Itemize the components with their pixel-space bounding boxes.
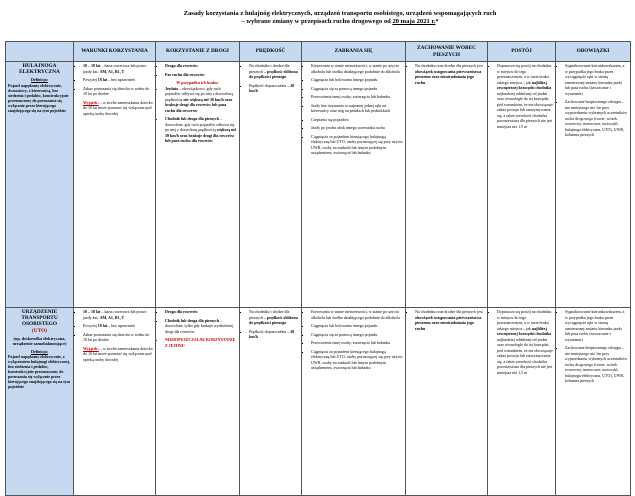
exception-note: Wyjątek: – w strefie zamieszkania dziecko do 10 lat może poruszać się wyłącznie pod opieką osoby dorosłej bbox=[83, 99, 153, 116]
list-item: ▪ Sygnalizowanie kierunkowskazem, a w przypadku jego braku przez wyciągnięcie ręki w stronę zamierzonej zmiany kierunku jazdy lub pasa ruchu (zawracanie i wyrażanie) bbox=[565, 63, 628, 96]
list-item: ▪ Jazdy po jezdni obok innego uczestnika ruchu bbox=[311, 125, 403, 131]
list-item: ▪ Prędkość dopuszczalna – 20 km/h bbox=[249, 329, 299, 340]
header-warunki: WARUNKI KORZYSTANIA bbox=[74, 42, 156, 62]
zabrania-cell bbox=[302, 62, 406, 308]
list-item: ▪ Ciągnięcia się za pomocą innego pojazdu bbox=[311, 332, 403, 338]
definition-label: Definicja: bbox=[31, 77, 48, 83]
list-item: ▪ Sygnalizowanie kierunkowskazem, a w przypadku jego braku przez wyciągnięcie ręki w stronę zamierzonej zmiany kierunku jazdy lub pasa ruchu (zawracanie i wyrażanie) bbox=[565, 309, 628, 342]
header-cell-empty bbox=[6, 42, 74, 62]
definition-label: Definicja: bbox=[31, 348, 48, 354]
list-item: ▪ Na chodniku oraz drodze dla pieszych jest obowiązek ustępowania pierwszeństwa pieszemu oraz nieutrudniania jego ruchu bbox=[415, 63, 485, 85]
list-item: ▪ Na chodniku oraz drodze dla pieszych jest obowiązek ustępowania pierwszeństwa pieszemu oraz nieutrudniania jego ruchu bbox=[415, 309, 485, 331]
list-item: ▪ Zakaz poruszania się dziecka w wieku do 10 lat po drodze bbox=[83, 86, 153, 97]
list-item: ▪ Przewożenia innej osoby, zwierzęcia lub ładunku bbox=[311, 340, 403, 346]
list-item: ▪ Na chodniku i drodze dla pieszych – prędkość zbliżona do prędkości pieszego bbox=[249, 63, 299, 80]
header-zabrania: ZABRANIA SIĘ bbox=[302, 42, 406, 62]
zabrania-cell bbox=[302, 308, 406, 496]
exception-note: Wyjątek: – w strefie zamieszkania dziecko do 10 lat może poruszać się wyłącznie pod opieką osoby dorosłej bbox=[83, 345, 153, 362]
rules-table bbox=[5, 41, 631, 496]
list-item: ▪ Ciągnięcia za pojazdem kierującego hulajnogą elektryczną lub UTO, osoby poruszającej się przy użyciu UWR, osoby na sankach lub innym podobnym urządzeniem, zwierzęcia lub ładunku bbox=[311, 349, 403, 371]
definition-text: Pojazd napędzany elektrycznie, z wyłączeniem hulajnogi elektrycznej, bez siedzenia i pedałów, konstrukcyjnie przeznaczony do poruszania się wyłącznie przez kierującego znajdującego się na tym pojeździe bbox=[8, 354, 70, 390]
list-item: ▪ Ciągnięcia za pojazdem kierującego hulajnogą elektryczną lub UTO, osoby poruszającej się przy użyciu UWR, osoby na sankach lub innym podobnym urządzeniem, zwierzęcia lub ładunku bbox=[311, 134, 403, 156]
postoj-cell bbox=[488, 62, 556, 308]
title-line-1: Zasady korzystania z hulajnóg elektrycznych, urządzeń transportu osobistego, urządzeń wspomagających ruch bbox=[183, 10, 497, 17]
list-item: ▪ Przewożenia innej osoby, zwierzęcia lub ładunku bbox=[311, 94, 403, 100]
title-date: 20 maja 2021 r. bbox=[392, 18, 436, 25]
list-item: ▪ 10 – 18 lat – karta rowerowa lub prawo jazdy kat. AM, A1, B1, T bbox=[83, 63, 153, 74]
list-item: ▪ Czepiania się pojazdów bbox=[311, 117, 403, 123]
droga-cell bbox=[156, 308, 240, 496]
list-item: ▪ Ciągnięcia się za pomocą innego pojazdu bbox=[311, 86, 403, 92]
document-title bbox=[60, 10, 620, 26]
fallback-label: W przypadku ich braku: bbox=[176, 80, 219, 85]
droga-cell bbox=[156, 62, 240, 308]
category-abbr: (UTO) bbox=[32, 327, 47, 334]
list-item: ▪ Kierowania w stanie nietrzeźwości, w stanie po użyciu alkoholu lub środka działającego podobnie do alkoholu bbox=[311, 309, 403, 320]
list-item: ▪ Dopuszcza się postój na chodniku w miejscu do tego przeznaczonym, a w razie braku takiego miejsca – jak najbliżej zewnętrznej krawędzi chodnika najbardziej oddalonej od jezdni oraz równolegle do tej krawędzi, pod warunkiem, że nie obowiązuje zakaz postoju lub zatrzymywania się, a także szerokość chodnika pozostawiona dla pieszych nie jest mniejsza niż 1,5 m bbox=[497, 63, 553, 129]
category-note: (np. deskorolka elektryczna, urządzenie samobalansujące) bbox=[12, 335, 67, 347]
category-name: URZĄDZENIE TRANSPORTU OSOBISTEGO bbox=[21, 309, 58, 328]
list-item: • Jezdnia – obowiązkowo, gdy ruch pojazdów odbywa się po niej z dozwoloną prędkością nie większą niż 30 km/h oraz brakuje drogi dla rowerów lub pasa ruchu dla rowerów bbox=[165, 86, 237, 114]
list-item: ▪ Droga dla rowerów bbox=[165, 309, 237, 315]
table-header-row bbox=[6, 42, 631, 62]
category-cell bbox=[6, 62, 74, 308]
list-item: ▪ Jazdy bez trzymania co najmniej jednej ręki na kierownicy oraz nóg na pedałach lub podnóżkach bbox=[311, 103, 403, 114]
list-item: ▪ Prędkość dopuszczalna – 20 km/h bbox=[249, 83, 299, 94]
postoj-cell bbox=[488, 308, 556, 496]
list-item: ▪ Na chodniku i drodze dla pieszych – prędkość zbliżona do prędkości pieszego bbox=[249, 309, 299, 326]
piesi-cell bbox=[406, 62, 488, 308]
list-item: ▪ Dopuszcza się postój na chodniku w miejscu do tego przeznaczonym, a w razie braku takiego miejsca – jak najbliżej zewnętrznej krawędzi chodnika najbardziej oddalonej od jezdni oraz równolegle do tej krawędzi, pod warunkiem, że nie obowiązuje zakaz postoju lub zatrzymywania się, a także szerokość chodnika pozostawiona dla pieszych nie jest mniejsza niż 1,5 m bbox=[497, 309, 553, 375]
header-obowiazki: OBOWIĄZKI bbox=[556, 42, 631, 62]
piesi-cell bbox=[406, 308, 488, 496]
title-line-2: – wybrane zmiany w przepisach ruchu drogowego od 20 maja 2021 r.* bbox=[241, 18, 439, 25]
obowiazki-cell bbox=[556, 308, 631, 496]
warunki-cell bbox=[74, 62, 156, 308]
header-piesi: ZACHOWANIE WOBEC PIESZYCH bbox=[406, 42, 488, 62]
definition-text: Pojazd napędzany elektrycznie, dwuosiowy, z kierownicą, bez siedzenia i pedałów, konstrukcyjnie przeznaczony do poruszania się wyłącznie przez kierującego znajdującego się na tym pojeździe bbox=[8, 82, 69, 113]
list-item: ▪ Zachowanie bezpiecznego odstępu – nie mniejszego niż 1m przy wyprzedzaniu wybranych uczestników ruchu drogowego (rower, wózek rowerowy, motorower, motocykl, hulajnoga elektryczna, UTO), UWR, kolumna pieszych bbox=[565, 99, 628, 138]
list-item: ▪ Ciągnięcia lub holowania innego pojazdu bbox=[311, 323, 403, 329]
header-korzystanie: KORZYSTANIE Z DROGI bbox=[156, 42, 240, 62]
list-item: ▪ Powyżej 18 lat – bez uprawnień bbox=[83, 323, 153, 329]
list-item: ▪ Droga dla rowerów bbox=[165, 63, 237, 69]
table-row-uto bbox=[6, 308, 631, 496]
list-item: ▪ Zakaz poruszania się dziecka w wieku do 10 lat po drodze bbox=[83, 332, 153, 343]
table-row-hulajnoga bbox=[6, 62, 631, 308]
list-item: ▪ Pas ruchu dla rowerów bbox=[165, 72, 237, 78]
list-item: ▪ NIEDOPUSZCZALNE KORZYSTANIE Z JEZDNI! bbox=[165, 337, 237, 348]
list-item: ▪ Ciągnięcia lub holowania innego pojazdu bbox=[311, 77, 403, 83]
list-item: ▪ 10 – 18 lat – karta rowerowa lub prawo jazdy kat. AM, A1, B1, T bbox=[83, 309, 153, 320]
warunki-cell bbox=[74, 308, 156, 496]
predkosc-cell bbox=[240, 308, 302, 496]
list-item: ▪ Powyżej 18 lat – bez uprawnień bbox=[83, 77, 153, 83]
category-name: HULAJNOGA ELEKTRYCZNA bbox=[19, 63, 60, 76]
predkosc-cell bbox=[240, 62, 302, 308]
list-item: ▪ Kierowania w stanie nietrzeźwości, w stanie po użyciu alkoholu lub środka działającego podobnie do alkoholu bbox=[311, 63, 403, 74]
list-item: ▪ Chodnik lub droga dla pieszych – dozwolone, tylko gdy brakuje wydzielonej drogi dla rowerów bbox=[165, 318, 237, 335]
list-item: • Chodnik lub droga dla pieszych – dozwolone, gdy ruch pojazdów odbywa się po niej z dozwoloną prędkością większą niż 30 km/h oraz brakuje drogi dla rowerów lub pasa ruchu dla rowerów bbox=[165, 116, 237, 144]
header-predkosc: PRĘDKOŚĆ bbox=[240, 42, 302, 62]
category-cell bbox=[6, 308, 74, 496]
obowiazki-cell bbox=[556, 62, 631, 308]
list-item: ▪ Zachowanie bezpiecznego odstępu – nie mniejszego niż 1m przy wyprzedzaniu wybranych uczestników ruchu drogowego (rower, wózek rowerowy, motorower, motocykl, hulajnoga elektryczna, UTO), UWR, kolumna pieszych bbox=[565, 345, 628, 384]
header-postoj: POSTÓJ bbox=[488, 42, 556, 62]
